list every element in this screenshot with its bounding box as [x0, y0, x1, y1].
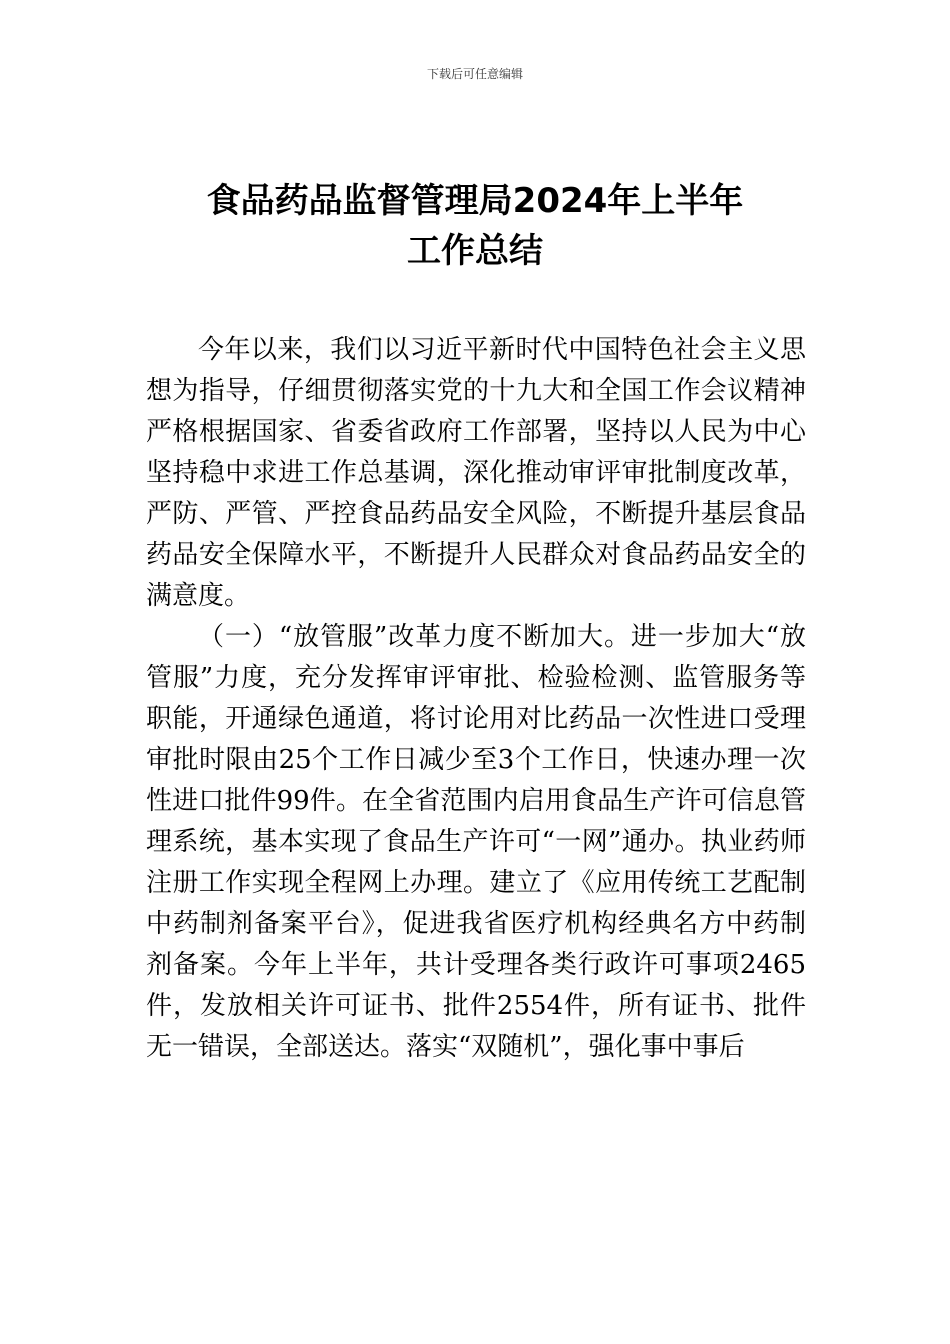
- paragraph-intro: 今年以来，我们以习近平新时代中国特色社会主义思想为指导，仔细贯彻落实党的十九大和全国工作会议精神严格根据国家、省委省政府工作部署，坚持以人民为中心坚持稳中求进工作总基调，深化推动审评审批制度改革，严防、严管、严控食品药品安全风险，不断提升基层食品药品安全保障水平，不断提升人民群众对食品药品安全的满意度。: [146, 335, 806, 611]
- paragraph-section-1: （一）“放管服”改革力度不断加大。进一步加大“放管服”力度，充分发挥审评审批、检验检测、监管服务等职能，开通绿色通道，将讨论用对比药品一次性进口受理审批时限由25个工作日减少至3个工作日，快速办理一次性进口批件99件。在全省范围内启用食品生产许可信息管理系统，基本实现了食品生产许可“一网”通办。执业药师注册工作实现全程网上办理。建立了《应用传统工艺配制中药制剂备案平台》，促进我省医疗机构经典名方中药制剂备案。今年上半年，共计受理各类行政许可事项2465件，发放相关许可证书、批件2554件，所有证书、批件无一错误，全部送达。落实“双随机”，强化事中事后: [146, 622, 806, 1062]
- document-body: [146, 330, 806, 1068]
- document-title: [0, 176, 950, 276]
- title-line-2: 工作总结: [407, 231, 543, 271]
- header-note: 下载后可任意编辑: [426, 67, 523, 81]
- title-line-1: 食品药品监督管理局2024年上半年: [206, 181, 744, 221]
